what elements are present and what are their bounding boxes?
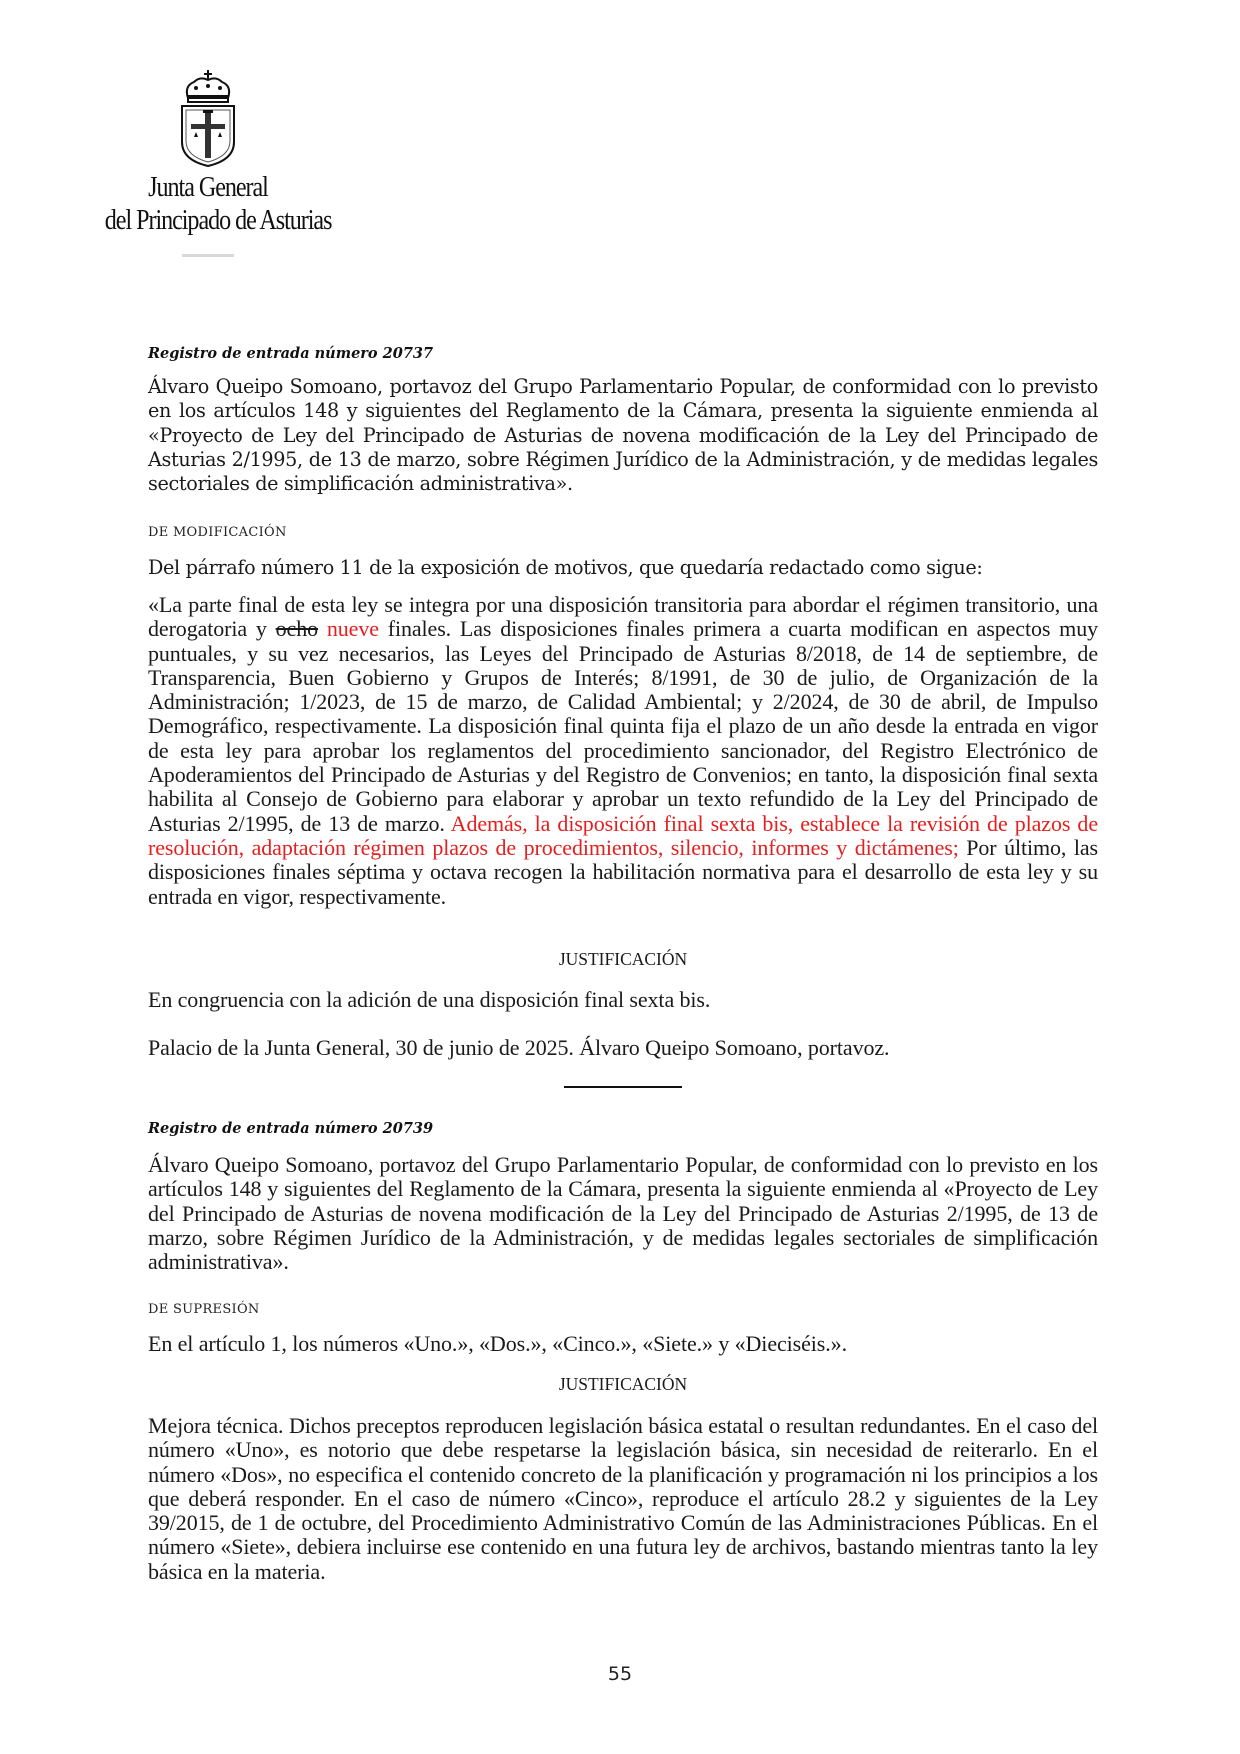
entry-1-justification-heading-block [148, 949, 1098, 970]
amended-text-part: Por último, las disposiciones finales séptima y octava recogen la habilitación normativa para el desarrollo de esta ley y su entrada en vigor, respectivamente. [148, 834, 1099, 909]
amendment-type: DE SUPRESIÓN [148, 1302, 260, 1317]
institution-name-line1: Junta General [148, 172, 268, 203]
page-number: 55 [607, 1663, 633, 1685]
logo-divider [182, 254, 234, 257]
justification-heading: JUSTIFICACIÓN [558, 949, 688, 969]
amendment-intro: Álvaro Queipo Somoano, portavoz del Grupo Parlamentario Popular, de conformidad con lo previsto en los artículos 148 y siguientes del Reglamento de la Cámara, presenta la siguiente enmienda al «Proyecto de Ley del Principado de Asturias de novena modificación de la Ley del Principado de Asturias 2/1995, de 13 de marzo, sobre Régimen Jurídico de la Administración, y de medidas legales sectoriales de simplificación administrativa». [148, 375, 1098, 496]
registry-number: Registro de entrada número 20739 [148, 1120, 434, 1137]
entry-1-justification-block [148, 988, 1098, 1012]
inserted-text: nueve [326, 616, 379, 642]
registry-number: Registro de entrada número 20737 [148, 345, 434, 362]
entry-1-signature-block [148, 1036, 1098, 1060]
institution-name-line2: del Principado de Asturias [104, 205, 332, 236]
entry-1-intro-block [148, 375, 1098, 496]
section-separator [564, 1086, 682, 1088]
amendment-target: Del párrafo número 11 de la exposición de motivos, que quedaría redactado como sigue: [148, 556, 983, 579]
entry-2-justification-heading-block [148, 1374, 1098, 1395]
amended-text-part: «La parte final de esta ley se integra por una disposición transitoria para abordar el régimen transitorio, una derogatoria y [148, 592, 1098, 642]
entry-2-type-block [148, 1302, 1098, 1317]
entry-1-quote-block [148, 593, 1098, 909]
entry-1-target-block [148, 556, 1098, 580]
justification-heading: JUSTIFICACIÓN [558, 1374, 688, 1394]
entry-2-justification-block [148, 1414, 1098, 1584]
entry-2-intro-block [148, 1153, 1098, 1274]
amendment-type: DE MODIFICACIÓN [148, 525, 287, 540]
deleted-text: ocho [275, 616, 319, 642]
amended-text-part: finales. Las disposiciones finales primera a cuarta modifican en aspectos muy puntuales, y su vez necesarios, las Leyes del Principado de Asturias 8/2018, de 14 de septiembre, de Transparencia, Buen Gobierno y Grupos de Interés; 8/1991, de 30 de julio, de Organización de la Administración; 1/2023, de 15 de marzo, de Calidad Ambiental; y 2/2024, de 30 de abril, de Impulso Demográfico, respectivamente. La disposición final quinta fija el plazo de un año desde la entrada en vigor de esta ley para aprobar los reglamentos del procedimiento sancionador, del Registro Electrónico de Apoderamientos del Principado de Asturias y del Registro de Convenios; en tanto, la disposición final sexta habilita al Consejo de Gobierno para elaborar y aprobar un texto refundido de la Ley del Principado de Asturias 2/1995, de 13 de marzo. [148, 616, 1098, 836]
amendment-target: En el artículo 1, los números «Uno.», «Dos.», «Cinco.», «Siete.» y «Dieciséis.». [148, 1331, 847, 1356]
entry-2-target-block [148, 1332, 1098, 1356]
amended-text [148, 593, 1098, 909]
justification-text: En congruencia con la adición de una disposición final sexta bis. [148, 987, 711, 1012]
entry-20739 [148, 1120, 1098, 1137]
entry-20737 [148, 345, 1098, 362]
justification-text: Mejora técnica. Dichos preceptos reproducen legislación básica estatal o resultan redundantes. En el caso del número «Uno», es notorio que debe respetarse la legislación básica, sin necesidad de reiterarlo. En el número «Dos», no especifica el contenido concreto de la planificación y programación ni los principios a los que deberá responder. En el caso de número «Cinco», reproduce el artículo 28.2 y siguientes de la Ley 39/2015, de 1 de octubre, del Procedimiento Administrativo Común de las Administraciones Públicas. En el número «Siete», debiera incluirse ese contenido en una futura ley de archivos, bastando mientras tanto la ley básica en la materia. [148, 1413, 1098, 1584]
coat-of-arms-icon [176, 68, 240, 168]
inserted-text: Además, la disposición final sexta bis, establece la revisión de plazos de resolución, adaptación régimen plazos de procedimientos, silencio, informes y dictámenes; [148, 810, 1098, 860]
signature-line: Palacio de la Junta General, 30 de junio de 2025. Álvaro Queipo Somoano, portavoz. [148, 1035, 890, 1060]
institution-logo [88, 68, 332, 236]
entry-1-type-block [148, 525, 1098, 540]
amendment-intro: Álvaro Queipo Somoano, portavoz del Grupo Parlamentario Popular, de conformidad con lo previsto en los artículos 148 y siguientes del Reglamento de la Cámara, presenta la siguiente enmienda al «Proyecto de Ley del Principado de Asturias de novena modificación de la Ley del Principado de Asturias 2/1995, de 13 de marzo, sobre Régimen Jurídico de la Administración, y de medidas legales sectoriales de simplificación administrativa». [148, 1152, 1098, 1275]
